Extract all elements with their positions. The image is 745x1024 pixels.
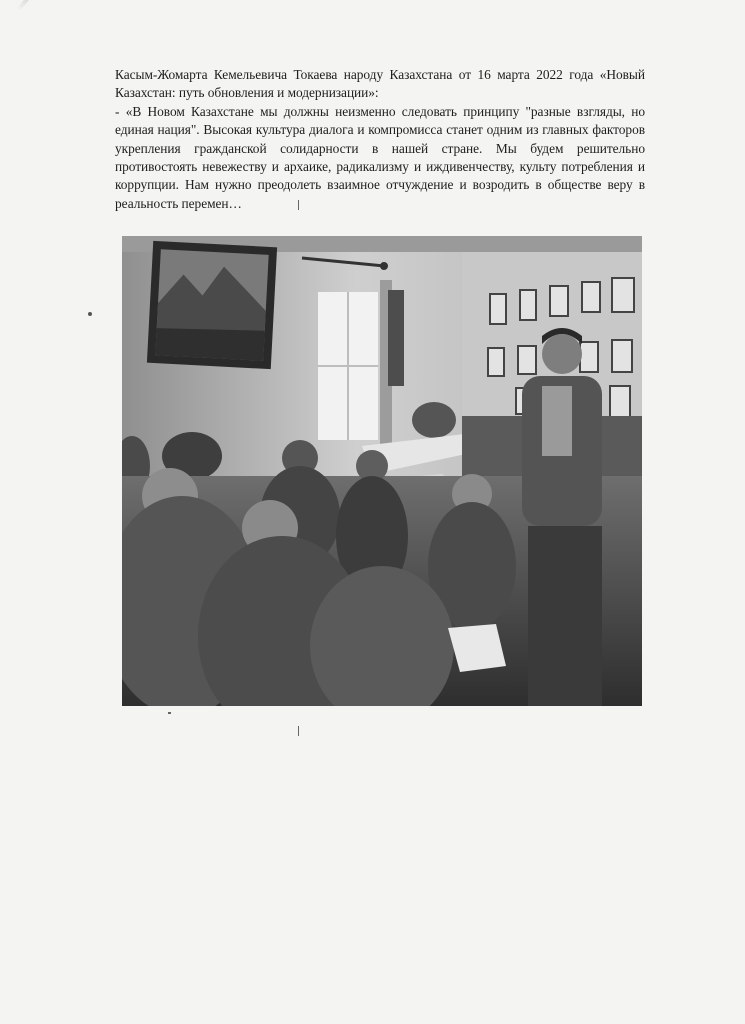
plant <box>412 402 456 438</box>
scan-tick <box>168 712 171 714</box>
quote-paragraph: - «В Новом Казахстане мы должны неизменно следовать принципу "разные взгляды, но единая нация". Высокая культура диалога и компромисса станет одним из главных факторов укрепления гражданской солидарности в нашей стране. Мы будем решительно противостоять невежеству и архаике, радикализму и иждивенчеству, культу потребления и коррупции. Нам нужно преодолеть взаимное отчуждение и возродить в обществе веру в реальность перемен… <box>115 103 645 211</box>
intro-line: Касым-Жомарта Кемельевича Токаева народу Казахстана от 16 марта 2022 года «Новый Казахстан: путь обновления и модернизации»: <box>115 67 645 101</box>
classroom-photo <box>122 236 642 706</box>
scan-tick <box>298 726 299 736</box>
window <box>318 280 392 460</box>
document-text <box>115 66 645 213</box>
scan-edge-mark <box>16 0 58 11</box>
wall-banner <box>388 290 404 386</box>
scan-speck <box>88 312 92 316</box>
standing-teacher <box>522 328 602 706</box>
landscape-painting <box>147 241 277 369</box>
